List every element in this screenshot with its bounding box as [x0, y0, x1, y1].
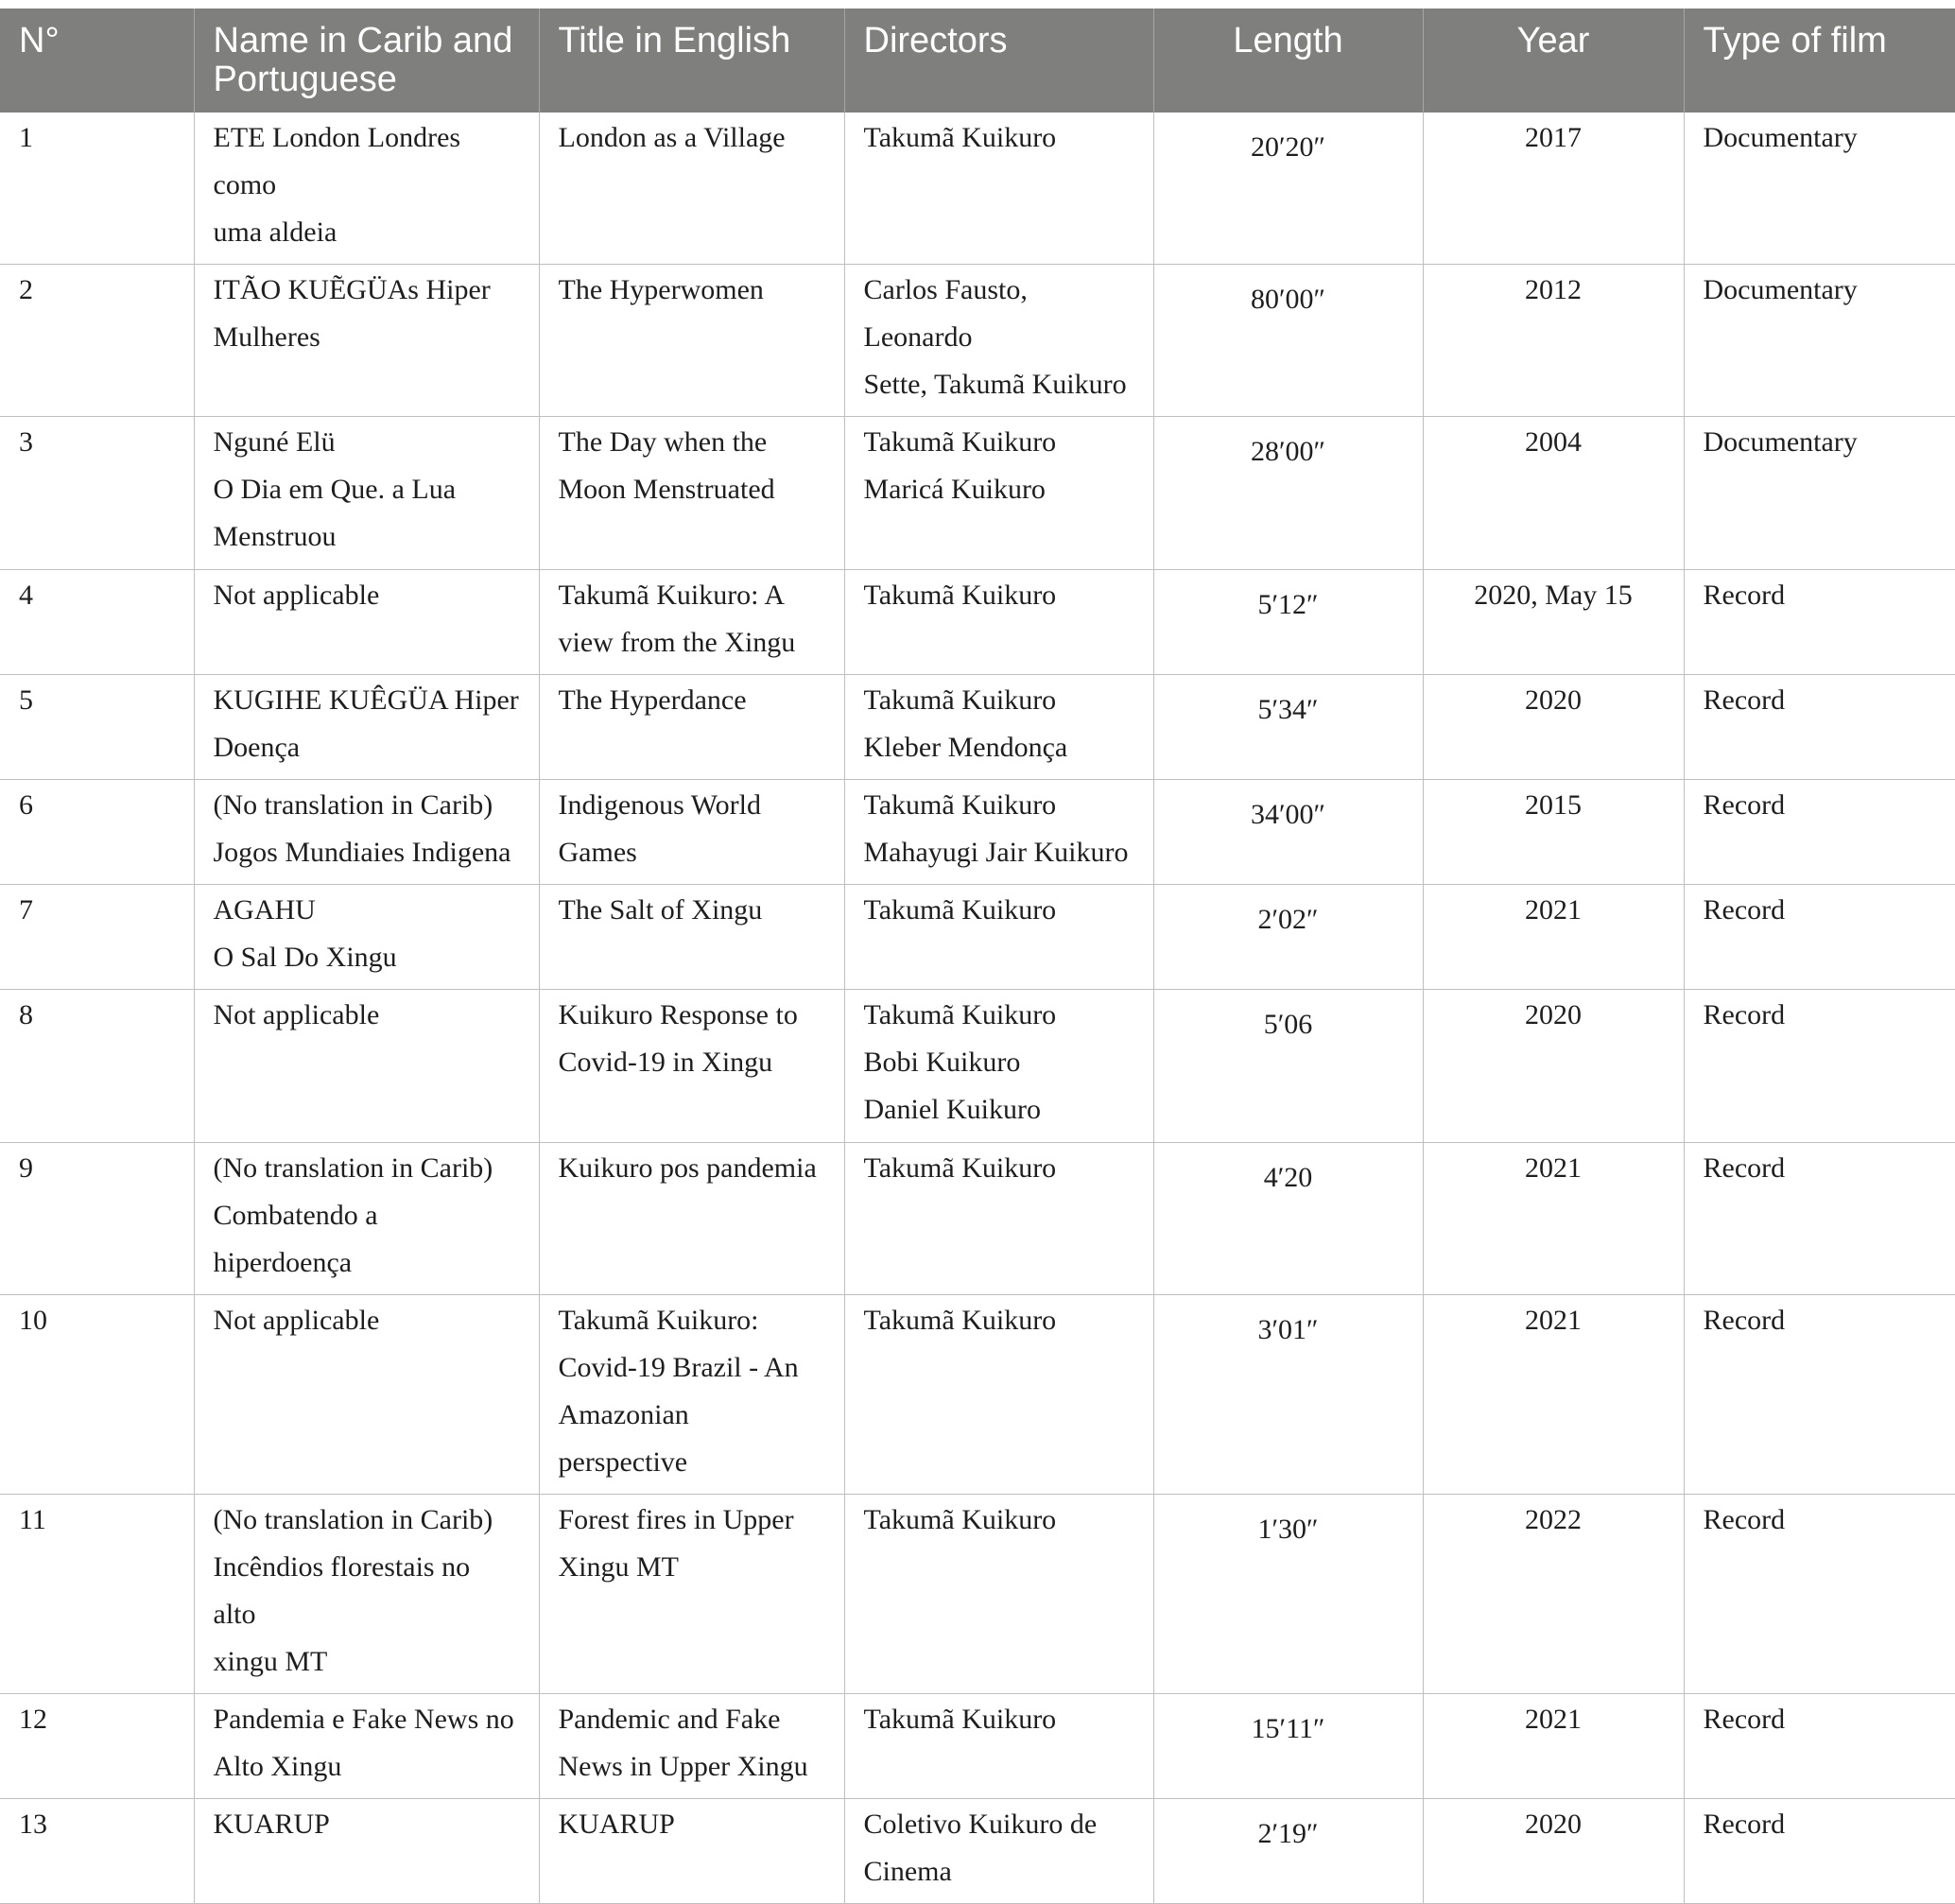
- cell-title: [539, 990, 844, 1143]
- cell-year: 2017: [1423, 113, 1684, 265]
- cell-name: [194, 1143, 539, 1295]
- cell-year: 2021: [1423, 1295, 1684, 1495]
- cell-type: Record: [1684, 885, 1955, 990]
- cell-name-line: Jogos Mundiaies Indigena: [213, 837, 511, 868]
- cell-title: [539, 780, 844, 885]
- cell-name: [194, 113, 539, 265]
- table-row: [0, 1295, 1955, 1495]
- cell-directors-line: Takumã Kuikuro: [863, 894, 1057, 926]
- cell-length: 4′20: [1153, 1143, 1423, 1295]
- cell-length: 28′00″: [1153, 417, 1423, 570]
- cell-title: [539, 1799, 844, 1904]
- cell-year: 2021: [1423, 885, 1684, 990]
- cell-name: [194, 885, 539, 990]
- cell-directors: [844, 1495, 1153, 1694]
- cell-number: 7: [0, 885, 194, 990]
- cell-directors-line: Maricá Kuikuro: [863, 474, 1046, 505]
- cell-name: [194, 990, 539, 1143]
- cell-name-line: ITÃO KUẼGÜAs Hiper: [213, 274, 491, 305]
- cell-name: [194, 570, 539, 675]
- cell-name-line: (No translation in Carib): [213, 789, 493, 821]
- cell-directors-line: Takumã Kuikuro: [863, 122, 1057, 153]
- table-row: [0, 113, 1955, 265]
- cell-title-line: Takumã Kuikuro:: [558, 1305, 759, 1336]
- cell-directors-line: Takumã Kuikuro: [863, 580, 1057, 611]
- cell-year: 2004: [1423, 417, 1684, 570]
- cell-title-line: News in Upper Xingu: [558, 1751, 808, 1782]
- cell-year: 2020: [1423, 990, 1684, 1143]
- cell-directors: [844, 1694, 1153, 1799]
- cell-name: [194, 1694, 539, 1799]
- cell-title: [539, 1495, 844, 1694]
- cell-type: Record: [1684, 1799, 1955, 1904]
- cell-type: Record: [1684, 1495, 1955, 1694]
- cell-title-line: Forest fires in Upper: [558, 1504, 794, 1535]
- cell-title: [539, 417, 844, 570]
- table-row: [0, 675, 1955, 780]
- header-year: Year: [1423, 9, 1684, 113]
- cell-year: 2022: [1423, 1495, 1684, 1694]
- cell-title-line: Games: [558, 837, 637, 868]
- cell-directors-line: Takumã Kuikuro: [863, 789, 1057, 821]
- cell-year: 2020: [1423, 675, 1684, 780]
- cell-directors-line: Kleber Mendonça: [863, 732, 1068, 763]
- table-row: [0, 780, 1955, 885]
- cell-directors: [844, 113, 1153, 265]
- table-row: [0, 1694, 1955, 1799]
- cell-name-line: (No translation in Carib): [213, 1504, 493, 1535]
- cell-name-line: Not applicable: [213, 1305, 380, 1336]
- header-name: Name in Carib and Portuguese: [194, 9, 539, 113]
- cell-directors: [844, 1143, 1153, 1295]
- cell-number: 6: [0, 780, 194, 885]
- cell-title-line: London as a Village: [558, 122, 786, 153]
- cell-directors: [844, 675, 1153, 780]
- cell-type: Record: [1684, 990, 1955, 1143]
- cell-type: Documentary: [1684, 417, 1955, 570]
- cell-type: Documentary: [1684, 113, 1955, 265]
- cell-length: 34′00″: [1153, 780, 1423, 885]
- cell-number: 4: [0, 570, 194, 675]
- cell-type: Documentary: [1684, 265, 1955, 417]
- table-row: [0, 417, 1955, 570]
- header-length: Length: [1153, 9, 1423, 113]
- cell-number: 11: [0, 1495, 194, 1694]
- cell-year: 2021: [1423, 1694, 1684, 1799]
- cell-title-line: Amazonian perspective: [558, 1399, 689, 1478]
- cell-name-line: uma aldeia: [213, 216, 337, 248]
- cell-title: [539, 1143, 844, 1295]
- cell-title-line: KUARUP: [558, 1809, 675, 1840]
- cell-year: 2021: [1423, 1143, 1684, 1295]
- cell-type: Record: [1684, 570, 1955, 675]
- table-row: [0, 885, 1955, 990]
- cell-directors-line: Carlos Fausto, Leonardo: [863, 274, 1028, 353]
- cell-name-line: Incêndios florestais no alto: [213, 1551, 471, 1630]
- cell-directors-line: Bobi Kuikuro: [863, 1047, 1021, 1078]
- cell-title-line: The Hyperdance: [558, 684, 747, 716]
- cell-type: Record: [1684, 780, 1955, 885]
- cell-directors: [844, 780, 1153, 885]
- header-directors: Directors: [844, 9, 1153, 113]
- cell-length: 20′20″: [1153, 113, 1423, 265]
- cell-title: [539, 885, 844, 990]
- cell-name-line: KUGIHE KUÊGÜA Hiper: [213, 684, 519, 716]
- cell-name: [194, 417, 539, 570]
- cell-type: Record: [1684, 1143, 1955, 1295]
- header-title: Title in English: [539, 9, 844, 113]
- cell-title-line: Indigenous World: [558, 789, 762, 821]
- cell-title: [539, 265, 844, 417]
- cell-name-line: O Dia em Que. a Lua: [213, 474, 457, 505]
- cell-name-line: Nguné Elü: [213, 426, 336, 458]
- films-table: [0, 9, 1955, 1904]
- cell-name-line: Not applicable: [213, 580, 380, 611]
- cell-name-line: (No translation in Carib): [213, 1152, 493, 1184]
- header-type: Type of film: [1684, 9, 1955, 113]
- table-row: [0, 1143, 1955, 1295]
- cell-length: 5′34″: [1153, 675, 1423, 780]
- cell-title-line: view from the Xingu: [558, 627, 796, 658]
- cell-name: [194, 1295, 539, 1495]
- cell-title-line: Covid-19 in Xingu: [558, 1047, 773, 1078]
- cell-name-line: Doença: [213, 732, 301, 763]
- cell-length: 5′12″: [1153, 570, 1423, 675]
- cell-name: [194, 265, 539, 417]
- cell-name-line: ETE London Londres como: [213, 122, 461, 200]
- cell-name-line: Menstruou: [213, 521, 337, 552]
- cell-directors: [844, 990, 1153, 1143]
- cell-directors-line: Takumã Kuikuro: [863, 1704, 1057, 1735]
- cell-name-line: Combatendo a hiperdoença: [213, 1200, 378, 1278]
- cell-type: Record: [1684, 675, 1955, 780]
- cell-title: [539, 113, 844, 265]
- cell-title-line: Xingu MT: [558, 1551, 679, 1583]
- header-row: [0, 9, 1955, 113]
- cell-directors-line: Takumã Kuikuro: [863, 1152, 1057, 1184]
- cell-title-line: Covid-19 Brazil - An: [558, 1352, 799, 1383]
- cell-length: 1′30″: [1153, 1495, 1423, 1694]
- cell-number: 2: [0, 265, 194, 417]
- cell-title: [539, 675, 844, 780]
- cell-name: [194, 675, 539, 780]
- cell-length: 15′11″: [1153, 1694, 1423, 1799]
- table-row: [0, 1799, 1955, 1904]
- cell-year: 2020: [1423, 1799, 1684, 1904]
- cell-directors-line: Cinema: [863, 1856, 952, 1887]
- cell-number: 9: [0, 1143, 194, 1295]
- cell-year: 2020, May 15: [1423, 570, 1684, 675]
- cell-name-line: O Sal Do Xingu: [213, 942, 397, 973]
- cell-title: [539, 1295, 844, 1495]
- cell-title-line: The Day when the: [558, 426, 768, 458]
- cell-year: 2012: [1423, 265, 1684, 417]
- cell-name: [194, 1799, 539, 1904]
- cell-length: 3′01″: [1153, 1295, 1423, 1495]
- cell-length: 2′02″: [1153, 885, 1423, 990]
- cell-directors-line: Takumã Kuikuro: [863, 684, 1057, 716]
- table-row: [0, 265, 1955, 417]
- cell-title-line: Kuikuro pos pandemia: [558, 1152, 817, 1184]
- cell-number: 5: [0, 675, 194, 780]
- table-row: [0, 990, 1955, 1143]
- cell-name-line: xingu MT: [213, 1646, 328, 1677]
- cell-length: 5′06: [1153, 990, 1423, 1143]
- cell-title-line: Moon Menstruated: [558, 474, 775, 505]
- cell-title-line: Takumã Kuikuro: A: [558, 580, 786, 611]
- cell-number: 13: [0, 1799, 194, 1904]
- cell-directors-line: Takumã Kuikuro: [863, 999, 1057, 1030]
- cell-name: [194, 1495, 539, 1694]
- cell-length: 80′00″: [1153, 265, 1423, 417]
- cell-number: 1: [0, 113, 194, 265]
- cell-directors: [844, 265, 1153, 417]
- cell-directors: [844, 1799, 1153, 1904]
- table-row: [0, 1495, 1955, 1694]
- cell-directors-line: Takumã Kuikuro: [863, 426, 1057, 458]
- header-number: N°: [0, 9, 194, 113]
- cell-type: Record: [1684, 1694, 1955, 1799]
- cell-directors-line: Takumã Kuikuro: [863, 1504, 1057, 1535]
- cell-name-line: Mulheres: [213, 321, 320, 353]
- cell-title: [539, 1694, 844, 1799]
- cell-name-line: Not applicable: [213, 999, 380, 1030]
- cell-name-line: KUARUP: [213, 1809, 330, 1840]
- cell-title-line: The Salt of Xingu: [558, 894, 763, 926]
- cell-title-line: Kuikuro Response to: [558, 999, 798, 1030]
- cell-year: 2015: [1423, 780, 1684, 885]
- cell-number: 8: [0, 990, 194, 1143]
- cell-directors-line: Coletivo Kuikuro de: [863, 1809, 1098, 1840]
- cell-directors-line: Mahayugi Jair Kuikuro: [863, 837, 1129, 868]
- cell-directors: [844, 1295, 1153, 1495]
- cell-directors: [844, 417, 1153, 570]
- cell-number: 3: [0, 417, 194, 570]
- cell-name-line: AGAHU: [213, 894, 316, 926]
- cell-number: 10: [0, 1295, 194, 1495]
- cell-number: 12: [0, 1694, 194, 1799]
- cell-directors-line: Takumã Kuikuro: [863, 1305, 1057, 1336]
- cell-title-line: Pandemic and Fake: [558, 1704, 781, 1735]
- cell-directors: [844, 570, 1153, 675]
- cell-directors-line: Sette, Takumã Kuikuro: [863, 369, 1127, 400]
- cell-name-line: Pandemia e Fake News no: [213, 1704, 514, 1735]
- cell-name: [194, 780, 539, 885]
- table-row: [0, 570, 1955, 675]
- cell-directors: [844, 885, 1153, 990]
- cell-type: Record: [1684, 1295, 1955, 1495]
- cell-length: 2′19″: [1153, 1799, 1423, 1904]
- cell-title: [539, 570, 844, 675]
- cell-name-line: Alto Xingu: [213, 1751, 342, 1782]
- cell-title-line: The Hyperwomen: [558, 274, 764, 305]
- cell-directors-line: Daniel Kuikuro: [863, 1094, 1041, 1125]
